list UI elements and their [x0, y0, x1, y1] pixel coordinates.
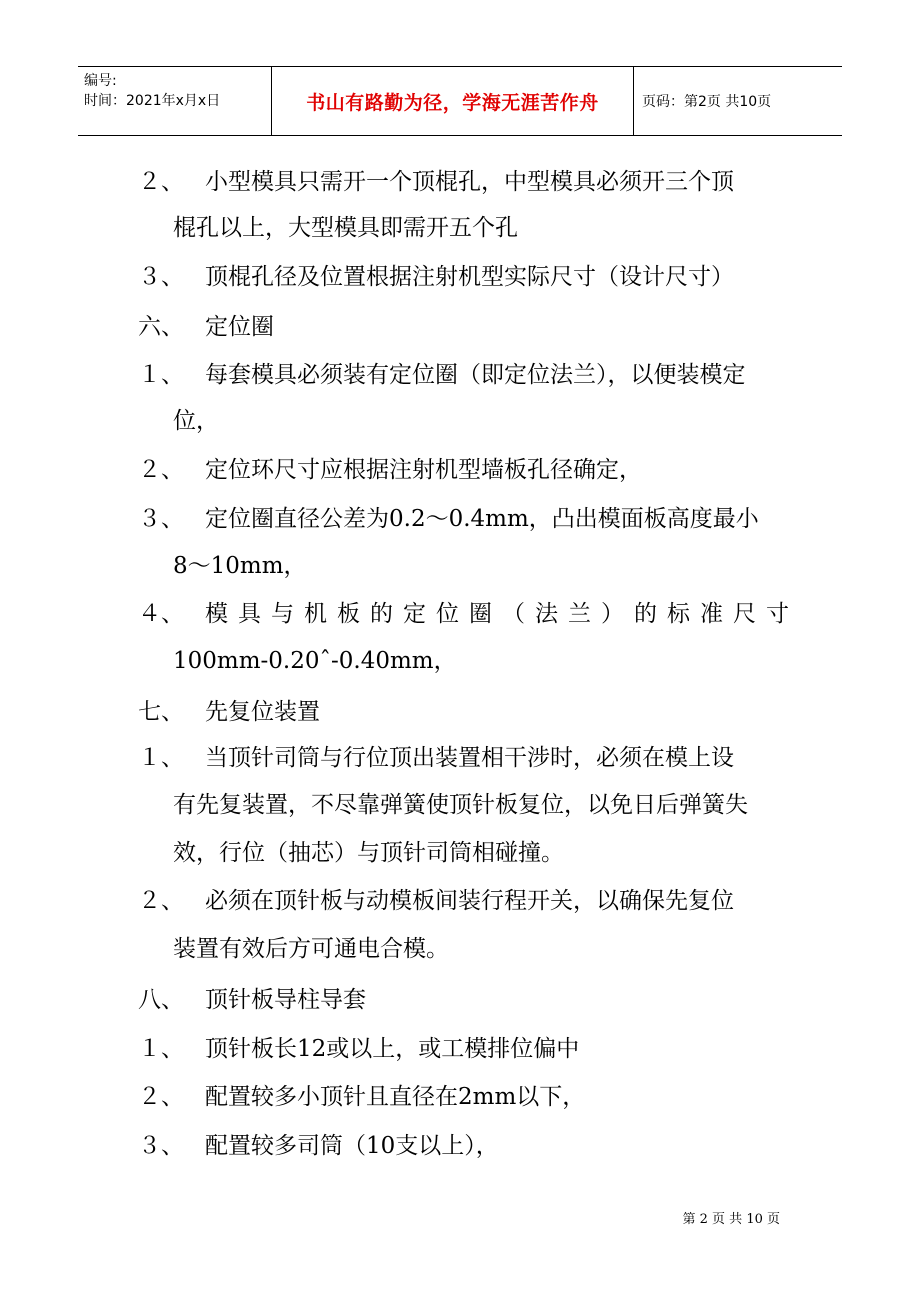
page-header [78, 66, 842, 136]
document-number: 编号: [84, 73, 117, 89]
document-date: 时间：2021年x月x日 [84, 93, 221, 109]
header-meta-cell [78, 67, 272, 135]
header-motto: 书山有路勤为径，学海无涯苦作舟 [272, 67, 634, 135]
header-page-number: 页码：第2页 共10页 [642, 94, 772, 110]
page-footer: 第 2 页 共 10 页 [682, 1212, 780, 1227]
